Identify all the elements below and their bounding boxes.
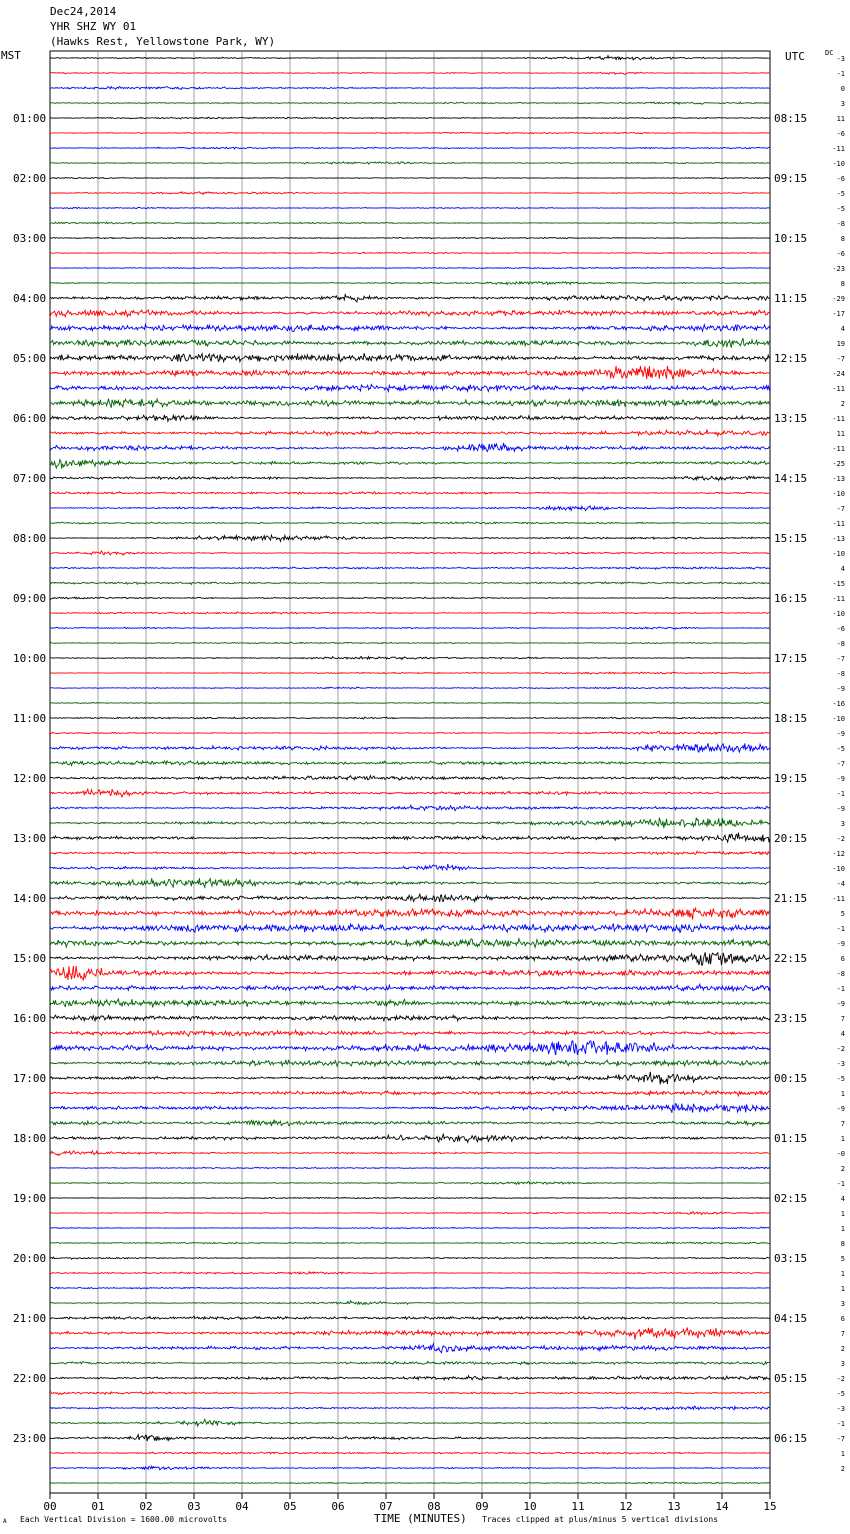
seismic-trace xyxy=(50,87,770,90)
dc-offset-value: 3 xyxy=(840,1360,845,1368)
seismic-trace xyxy=(50,237,770,238)
dc-offset-value: 1 xyxy=(840,1285,845,1293)
left-hour-label: 08:00 xyxy=(13,532,47,545)
seismic-trace xyxy=(50,72,770,74)
dc-offset-value: -10 xyxy=(832,160,845,168)
seismic-trace xyxy=(50,338,770,348)
seismic-trace xyxy=(50,878,770,887)
dc-offset-value: -5 xyxy=(836,745,845,753)
x-tick-label: 09 xyxy=(475,1500,489,1513)
seismic-trace xyxy=(50,1435,770,1441)
dc-offset-value: 3 xyxy=(840,100,845,108)
dc-offset-value: 8 xyxy=(840,235,845,243)
dc-offset-value: -10 xyxy=(832,715,845,723)
dc-offset-value: 8 xyxy=(840,280,845,288)
dc-offset-value: -8 xyxy=(836,640,845,648)
dc-offset-value: 3 xyxy=(840,820,845,828)
dc-offset-value: -1 xyxy=(836,70,845,78)
seismic-trace xyxy=(50,1227,770,1229)
dc-offset-value: -5 xyxy=(836,1075,845,1083)
dc-offset-value: -10 xyxy=(832,865,845,873)
seismic-trace xyxy=(50,415,770,421)
seismic-trace xyxy=(50,1041,770,1055)
seismic-trace xyxy=(50,567,770,569)
left-hour-label: 12:00 xyxy=(13,772,47,785)
seismic-trace xyxy=(50,522,770,524)
seismic-trace xyxy=(50,366,770,379)
seismic-trace xyxy=(50,1167,770,1169)
seismic-trace xyxy=(50,460,770,469)
dc-offset-value: -10 xyxy=(832,550,845,558)
left-hour-label: 01:00 xyxy=(13,112,47,125)
seismic-trace xyxy=(50,385,770,392)
x-tick-label: 01 xyxy=(91,1500,105,1513)
seismic-trace xyxy=(50,1257,770,1259)
seismic-trace xyxy=(50,1030,770,1036)
right-hour-label: 18:15 xyxy=(774,712,808,725)
seismic-trace xyxy=(50,102,770,104)
dc-offset-value: -24 xyxy=(832,370,845,378)
dc-offset-value: -7 xyxy=(836,1435,845,1443)
left-hour-label: 04:00 xyxy=(13,292,47,305)
right-hour-label: 06:15 xyxy=(774,1432,808,1445)
dc-offset-value: -0 xyxy=(836,1150,845,1158)
seismic-trace xyxy=(50,1182,770,1185)
dc-offset-value: 1 xyxy=(840,1210,845,1218)
dc-offset-value: 2 xyxy=(840,1165,845,1173)
x-tick-label: 11 xyxy=(571,1500,585,1513)
seismic-trace xyxy=(50,627,770,629)
seismic-trace xyxy=(50,399,770,408)
chart-date: Dec24,2014 xyxy=(50,5,117,18)
right-hour-label: 17:15 xyxy=(774,652,808,665)
seismic-trace xyxy=(50,1197,770,1198)
dc-offset-value: -11 xyxy=(832,520,845,528)
seismic-trace xyxy=(50,672,770,674)
dc-offset-value: -17 xyxy=(832,310,845,318)
dc-offset-value: 7 xyxy=(840,1120,845,1128)
dc-offset-value: 4 xyxy=(840,1195,845,1203)
x-tick-label: 03 xyxy=(187,1500,201,1513)
seismic-trace xyxy=(50,1466,770,1470)
dc-offset-value: 0 xyxy=(840,85,845,93)
dc-offset-value: -9 xyxy=(836,1000,845,1008)
seismic-trace xyxy=(50,1361,770,1364)
x-tick-label: 02 xyxy=(139,1500,153,1513)
right-hour-label: 11:15 xyxy=(774,292,808,305)
dc-offset-value: 11 xyxy=(836,115,845,123)
dc-offset-value: -8 xyxy=(836,970,845,978)
x-tick-label: 13 xyxy=(667,1500,681,1513)
seismic-trace xyxy=(50,984,770,991)
scale-note: Each Vertical Division = 1600.00 microvolts xyxy=(20,1515,228,1524)
dc-offset-value: -2 xyxy=(836,1375,845,1383)
dc-offset-value: 4 xyxy=(840,325,845,333)
seismic-trace xyxy=(50,353,770,361)
seismic-trace xyxy=(50,776,770,780)
right-hour-label: 00:15 xyxy=(774,1072,808,1085)
dc-offset-value: -6 xyxy=(836,625,845,633)
dc-offset-value: -25 xyxy=(832,460,845,468)
dc-offset-value: 8 xyxy=(840,1240,845,1248)
dc-offset-value: -1 xyxy=(836,925,845,933)
dc-offset-value: -4 xyxy=(836,880,845,888)
seismic-trace xyxy=(50,177,770,178)
right-hour-label: 20:15 xyxy=(774,832,808,845)
dc-offset-value: -9 xyxy=(836,730,845,738)
seismic-trace xyxy=(50,1406,770,1410)
seismic-trace xyxy=(50,506,770,511)
seismic-trace xyxy=(50,851,770,854)
seismic-trace xyxy=(50,132,770,133)
right-hour-label: 12:15 xyxy=(774,352,808,365)
x-tick-label: 06 xyxy=(331,1500,345,1513)
seismic-trace xyxy=(50,702,770,703)
seismic-trace xyxy=(50,789,770,797)
left-hour-label: 21:00 xyxy=(13,1312,47,1325)
right-hour-label: 10:15 xyxy=(774,232,808,245)
dc-offset-value: -6 xyxy=(836,250,845,258)
seismic-trace xyxy=(50,310,770,318)
seismic-trace xyxy=(50,687,770,689)
right-hour-label: 23:15 xyxy=(774,1012,808,1025)
left-timezone-label: MST xyxy=(1,49,21,62)
dc-offset-value: 4 xyxy=(840,1030,845,1038)
right-hour-label: 13:15 xyxy=(774,412,808,425)
seismic-trace xyxy=(50,761,770,766)
dc-offset-value: -3 xyxy=(836,1060,845,1068)
dc-offset-value: 4 xyxy=(840,565,845,573)
chart-subtitle: (Hawks Rest, Yellowstone Park, WY) xyxy=(50,35,276,48)
dc-offset-value: -11 xyxy=(832,895,845,903)
left-hour-label: 14:00 xyxy=(13,892,47,905)
dc-offset-value: 1 xyxy=(840,1270,845,1278)
dc-offset-value: -15 xyxy=(832,580,845,588)
dc-offset-value: -12 xyxy=(832,850,845,858)
seismic-trace xyxy=(50,864,770,870)
seismic-trace xyxy=(50,551,770,555)
dc-offset-value: 5 xyxy=(840,910,845,918)
right-hour-label: 02:15 xyxy=(774,1192,808,1205)
seismic-trace xyxy=(50,281,770,284)
seismic-trace xyxy=(50,1327,770,1339)
right-hour-label: 05:15 xyxy=(774,1372,808,1385)
seismic-trace xyxy=(50,1272,770,1274)
dc-offset-value: 2 xyxy=(840,1345,845,1353)
seismic-trace xyxy=(50,731,770,734)
seismic-trace xyxy=(50,1151,770,1156)
dc-offset-header: DC xyxy=(825,49,834,57)
left-hour-label: 07:00 xyxy=(13,472,47,485)
dc-offset-value: -2 xyxy=(836,1045,845,1053)
dc-offset-value: -11 xyxy=(832,415,845,423)
left-hour-label: 23:00 xyxy=(13,1432,47,1445)
dc-offset-value: -6 xyxy=(836,175,845,183)
x-tick-label: 00 xyxy=(43,1500,57,1513)
seismic-trace xyxy=(50,894,770,902)
clip-note: Traces clipped at plus/minus 5 vertical divisions xyxy=(482,1515,719,1524)
dc-offset-value: -9 xyxy=(836,805,845,813)
seismic-trace xyxy=(50,492,770,495)
dc-offset-value: -1 xyxy=(836,1420,845,1428)
seismic-trace xyxy=(50,1482,770,1483)
left-hour-label: 10:00 xyxy=(13,652,47,665)
x-tick-label: 15 xyxy=(763,1500,777,1513)
seismic-trace xyxy=(50,222,770,224)
seismic-trace xyxy=(50,597,770,599)
dc-offset-value: -10 xyxy=(832,490,845,498)
left-hour-label: 13:00 xyxy=(13,832,47,845)
dc-offset-value: 1 xyxy=(840,1450,845,1458)
right-hour-label: 04:15 xyxy=(774,1312,808,1325)
seismic-trace xyxy=(50,147,770,149)
seismic-trace xyxy=(50,535,770,541)
seismic-trace xyxy=(50,162,770,165)
dc-offset-value: -2 xyxy=(836,835,845,843)
seismic-trace xyxy=(50,476,770,480)
seismic-trace xyxy=(50,443,770,452)
dc-offset-value: -1 xyxy=(836,790,845,798)
dc-offset-value: 5 xyxy=(840,1255,845,1263)
seismic-trace xyxy=(50,1301,770,1305)
dc-offset-value: -9 xyxy=(836,685,845,693)
seismic-trace xyxy=(50,924,770,933)
seismic-trace xyxy=(50,117,770,119)
dc-offset-value: -3 xyxy=(836,55,845,63)
seismic-trace xyxy=(50,818,770,828)
seismic-trace xyxy=(50,1134,770,1142)
seismic-trace xyxy=(50,1452,770,1454)
x-tick-label: 04 xyxy=(235,1500,249,1513)
left-hour-label: 02:00 xyxy=(13,172,47,185)
dc-offset-value: 2 xyxy=(840,1465,845,1473)
seismic-trace xyxy=(50,1090,770,1096)
seismic-trace xyxy=(50,743,770,752)
dc-offset-value: 1 xyxy=(840,1135,845,1143)
dc-offset-value: -11 xyxy=(832,145,845,153)
dc-offset-value: -9 xyxy=(836,1105,845,1113)
dc-offset-value: 6 xyxy=(840,1315,845,1323)
seismic-trace xyxy=(50,1376,770,1380)
dc-offset-value: -11 xyxy=(832,595,845,603)
left-hour-label: 06:00 xyxy=(13,412,47,425)
right-hour-label: 09:15 xyxy=(774,172,808,185)
seismic-trace xyxy=(50,56,770,60)
dc-offset-value: -7 xyxy=(836,760,845,768)
seismic-trace xyxy=(50,657,770,660)
seismic-trace xyxy=(50,966,770,980)
dc-offset-value: 19 xyxy=(836,340,845,348)
dc-offset-value: 7 xyxy=(840,1330,845,1338)
seismic-trace xyxy=(50,1344,770,1353)
left-hour-label: 20:00 xyxy=(13,1252,47,1265)
seismic-trace xyxy=(50,1419,770,1426)
dc-offset-value: 7 xyxy=(840,1015,845,1023)
right-hour-label: 15:15 xyxy=(774,532,808,545)
dc-offset-value: -1 xyxy=(836,1180,845,1188)
dc-offset-value: -10 xyxy=(832,610,845,618)
dc-offset-value: -1 xyxy=(836,985,845,993)
seismic-trace xyxy=(50,1104,770,1113)
left-hour-label: 18:00 xyxy=(13,1132,47,1145)
dc-offset-value: 1 xyxy=(840,1225,845,1233)
seismic-trace xyxy=(50,267,770,268)
left-hour-label: 03:00 xyxy=(13,232,47,245)
dc-offset-value: 2 xyxy=(840,400,845,408)
left-hour-label: 16:00 xyxy=(13,1012,47,1025)
dc-offset-value: -7 xyxy=(836,655,845,663)
right-hour-label: 21:15 xyxy=(774,892,808,905)
seismic-trace xyxy=(50,192,770,195)
x-tick-label: 10 xyxy=(523,1500,537,1513)
dc-offset-value: -8 xyxy=(836,670,845,678)
right-hour-label: 14:15 xyxy=(774,472,808,485)
right-hour-label: 03:15 xyxy=(774,1252,808,1265)
dc-offset-value: 11 xyxy=(836,430,845,438)
x-tick-label: 08 xyxy=(427,1500,441,1513)
seismic-trace xyxy=(50,952,770,965)
seismic-trace xyxy=(50,295,770,302)
dc-offset-value: -16 xyxy=(832,700,845,708)
left-hour-label: 15:00 xyxy=(13,952,47,965)
right-hour-label: 01:15 xyxy=(774,1132,808,1145)
right-timezone-label: UTC xyxy=(785,50,805,63)
seismic-trace xyxy=(50,430,770,436)
right-hour-label: 22:15 xyxy=(774,952,808,965)
dc-offset-value: -7 xyxy=(836,505,845,513)
seismic-trace xyxy=(50,1120,770,1126)
left-hour-label: 22:00 xyxy=(13,1372,47,1385)
x-tick-label: 07 xyxy=(379,1500,393,1513)
seismic-trace xyxy=(50,1287,770,1289)
left-hour-label: 11:00 xyxy=(13,712,47,725)
seismic-trace xyxy=(50,1015,770,1021)
dc-offset-value: -8 xyxy=(836,220,845,228)
dc-offset-value: -13 xyxy=(832,535,845,543)
dc-offset-value: -13 xyxy=(832,475,845,483)
seismic-trace xyxy=(50,324,770,331)
dc-offset-value: -11 xyxy=(832,385,845,393)
x-axis-label: TIME (MINUTES) xyxy=(374,1512,467,1525)
dc-offset-value: -5 xyxy=(836,205,845,213)
left-hour-label: 17:00 xyxy=(13,1072,47,1085)
right-hour-label: 16:15 xyxy=(774,592,808,605)
dc-offset-value: -29 xyxy=(832,295,845,303)
dc-offset-value: -11 xyxy=(832,445,845,453)
dc-offset-value: -9 xyxy=(836,775,845,783)
dc-offset-value: -23 xyxy=(832,265,845,273)
dc-offset-value: 6 xyxy=(840,955,845,963)
left-hour-label: 19:00 xyxy=(13,1192,47,1205)
x-tick-label: 05 xyxy=(283,1500,297,1513)
seismic-trace xyxy=(50,582,770,585)
left-hour-label: 09:00 xyxy=(13,592,47,605)
chart-title: YHR SHZ WY 01 xyxy=(50,20,137,33)
seismic-trace xyxy=(50,612,770,614)
seismic-trace xyxy=(50,999,770,1007)
dc-offset-value: 1 xyxy=(840,1090,845,1098)
dc-offset-value: -9 xyxy=(836,940,845,948)
dc-offset-value: -5 xyxy=(836,1390,845,1398)
seismic-trace xyxy=(50,1392,770,1395)
seismic-trace xyxy=(50,1060,770,1066)
x-tick-label: 14 xyxy=(715,1500,729,1513)
seismic-trace xyxy=(50,805,770,810)
left-hour-label: 05:00 xyxy=(13,352,47,365)
seismic-trace xyxy=(50,252,770,254)
dc-offset-value: -6 xyxy=(836,130,845,138)
seismic-trace xyxy=(50,642,770,644)
seismic-trace xyxy=(50,1212,770,1215)
footer-mark: A xyxy=(3,1518,7,1525)
right-hour-label: 08:15 xyxy=(774,112,808,125)
seismic-trace xyxy=(50,1242,770,1244)
dc-offset-value: 3 xyxy=(840,1300,845,1308)
seismic-trace xyxy=(50,207,770,209)
seismic-trace xyxy=(50,908,770,919)
right-hour-label: 19:15 xyxy=(774,772,808,785)
dc-offset-value: -7 xyxy=(836,355,845,363)
seismic-trace xyxy=(50,717,770,719)
dc-offset-value: -5 xyxy=(836,190,845,198)
dc-offset-value: -3 xyxy=(836,1405,845,1413)
seismic-trace xyxy=(50,1316,770,1320)
x-tick-label: 12 xyxy=(619,1500,633,1513)
seismic-trace xyxy=(50,1072,770,1085)
seismic-trace xyxy=(50,833,770,843)
seismic-trace xyxy=(50,939,770,948)
